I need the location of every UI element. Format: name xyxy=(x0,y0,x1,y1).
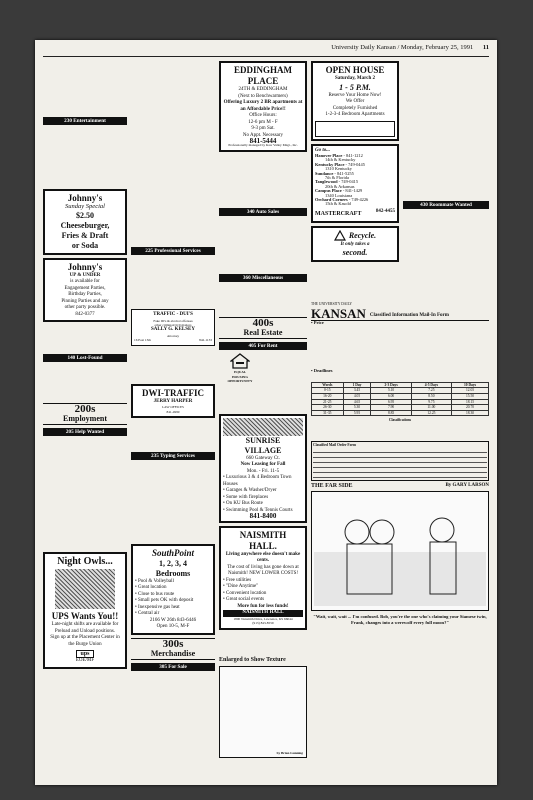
naismith-logo: NAISMITH HALL xyxy=(223,610,303,617)
ad-text: Completely Furnished xyxy=(332,105,378,111)
comic-title: Enlarged to Show Texture xyxy=(219,656,286,663)
ad-bullet: • On KU Bus Route xyxy=(223,501,263,507)
complex-name: Hanover Place xyxy=(315,153,343,158)
ad-title: PLACE xyxy=(247,76,279,86)
complex-phone: 749-0445 xyxy=(348,161,365,167)
ad-text: UP & UNDER xyxy=(69,272,101,278)
ad-phone: 841-4999 xyxy=(166,409,180,414)
ad-logo: SouthPoint xyxy=(151,547,195,558)
logo-text: OPPORTUNITY xyxy=(227,379,253,384)
rates-cell: 18.15 xyxy=(452,399,489,405)
form-section: Classifications xyxy=(388,418,412,423)
rates-header: 1 Day xyxy=(343,382,371,388)
open-house-ad xyxy=(311,61,399,141)
classified-text xyxy=(131,674,215,714)
classified-text xyxy=(263,353,307,411)
newspaper-page xyxy=(35,40,497,785)
naismith-hall-ad xyxy=(219,526,307,630)
rates-header: 4-5 Days xyxy=(411,382,451,388)
form-title: Classified Information Mail-In Form xyxy=(369,313,449,319)
ad-subtitle: UPS Wants You!! xyxy=(51,611,119,621)
comic-title: THE FAR SIDE xyxy=(311,482,353,489)
complex-item: Campus Place - 841-1429 1340 Louisiana xyxy=(315,189,395,198)
column-2 xyxy=(131,58,215,779)
ad-address: 660 Gateway Ct. xyxy=(246,455,280,461)
ad-text: Office Hours: xyxy=(249,113,277,118)
comic-byline: By GARY LARSON xyxy=(445,482,489,488)
traffic-ad xyxy=(131,309,215,346)
complexes-ad xyxy=(311,144,399,223)
rates-cell: 5.10 xyxy=(371,388,411,394)
ad-text: Professionally managed by Kaw Valley Mngt., Inc. xyxy=(228,143,298,148)
ad-bullet: • Swimming Pool & Tennis Courts xyxy=(223,507,293,513)
rates-cell: 0-15 xyxy=(312,388,344,394)
ad-bullet: • Great social events xyxy=(223,597,265,603)
rates-cell: 6.00 xyxy=(371,393,411,399)
rates-cell: 7.90 xyxy=(371,405,411,411)
section-label: Employment xyxy=(63,414,107,423)
real-estate-heading xyxy=(219,317,307,339)
classified-text xyxy=(219,155,307,205)
ad-name: JERRY HARPER xyxy=(153,398,193,404)
rates-cell: 4.65 xyxy=(343,399,371,405)
ad-name: SALLY G. KELSEY xyxy=(151,327,195,333)
ad-bullet: • "Dine Anytime" xyxy=(223,584,259,590)
rates-cell: 4.05 xyxy=(343,393,371,399)
ad-text: Now Leasing for Fall xyxy=(240,462,286,468)
rates-cell: 5.30 xyxy=(343,405,371,411)
ad-text: second. xyxy=(342,248,368,258)
section-heading: 305 For Sale xyxy=(131,663,215,671)
eddingham-ad xyxy=(219,61,307,152)
ad-bullet: • Luxurious 3 & 4 Bedroom Town Houses xyxy=(223,475,292,487)
ad-title: SUNRISE xyxy=(245,435,281,445)
classified-text xyxy=(43,325,127,351)
section-heading: 235 Typing Services xyxy=(131,452,215,460)
rates-cell: 12.25 xyxy=(411,410,451,416)
column-1 xyxy=(43,58,127,779)
ad-title: OPEN HOUSE xyxy=(325,65,385,75)
ad-text: Open 10-5, M-F xyxy=(156,624,190,630)
ad-text: More fun for less funds! xyxy=(237,603,289,609)
ad-text: Fries & Draft xyxy=(61,230,109,240)
ad-text: (Next to Benchwarmers) xyxy=(238,93,288,99)
classified-text xyxy=(43,365,127,401)
rates-table xyxy=(311,382,489,417)
form-field[interactable] xyxy=(313,464,487,468)
ad-text: EOE/MF xyxy=(75,658,95,664)
complex-name: Orchard Corners xyxy=(315,197,348,203)
section-heading: 405 For Rent xyxy=(219,342,307,350)
merchandise-heading xyxy=(131,638,215,660)
ad-text: 12-6 pm M - F xyxy=(248,119,278,125)
johnnys-sunday-ad xyxy=(43,189,127,255)
rates-cell: 9.75 xyxy=(411,399,451,405)
mastercraft-logo: MASTERCRAFT xyxy=(315,210,362,217)
form-field[interactable] xyxy=(313,469,487,473)
ad-title: Recycle. xyxy=(348,230,377,240)
form-title: Classified Mail Order Form xyxy=(313,442,356,447)
complex-phone: 841-5255 xyxy=(336,170,354,176)
ad-title: Night Owls... xyxy=(57,556,113,567)
sunrise-village-ad xyxy=(219,414,307,523)
comic-caption: "Wait, wait, wait ... I'm confused. Bob, you're the one who's claiming your Siamese twin, Frank, changes into a werewolf every full moon?" xyxy=(313,614,487,625)
rates-cell: 8.85 xyxy=(371,410,411,416)
ad-text: other criminal/civil matters xyxy=(154,322,192,327)
complex-phone: 841-1212 xyxy=(346,153,363,158)
ad-bullet: • Close to bus route xyxy=(135,591,175,597)
ad-address: 24TH & EDDINGHAM xyxy=(238,87,288,92)
ad-text: Engagement Parties, xyxy=(64,285,106,291)
logo-text: HOUSING xyxy=(231,374,248,379)
ad-text: 9-3 pm Sat. xyxy=(251,126,275,131)
ad-price: $2.50 xyxy=(76,210,94,220)
classified-text xyxy=(131,349,215,381)
house-icon xyxy=(230,353,250,369)
section-heading: 140 Lost-Found xyxy=(43,354,127,362)
classified-text xyxy=(403,212,489,298)
johnnys-party-ad xyxy=(43,258,127,323)
employment-heading xyxy=(43,403,127,425)
rates-cell: 20.70 xyxy=(452,405,489,411)
ad-text: or Soda xyxy=(71,240,99,250)
ad-text: Bedrooms xyxy=(155,568,191,578)
form-text xyxy=(311,325,489,369)
rates-cell: 11.00 xyxy=(411,405,451,411)
ad-bullet: • Convenient location xyxy=(223,590,267,596)
sunrise-logo-icon xyxy=(223,418,303,436)
section-heading: 230 Entertainment xyxy=(43,117,127,125)
complex-item: Sundance - 841-5255 7th & Florida xyxy=(315,172,395,181)
ad-bullet: • Inexpensive gas heat xyxy=(135,604,180,610)
rates-cell: 7.25 xyxy=(411,388,451,394)
form-section: • Deadlines xyxy=(311,368,333,374)
complex-address: 1340 Louisiana xyxy=(325,192,353,198)
page-header xyxy=(43,44,489,57)
rates-cell: 5.95 xyxy=(343,410,371,416)
section-number: 200s xyxy=(74,403,96,415)
complex-list xyxy=(315,154,395,207)
ad-bullet: • Central air xyxy=(135,611,160,617)
page-number: 11 xyxy=(482,44,489,51)
ad-text: LAW OFFICES xyxy=(162,405,184,410)
ad-text: No Appt. Necessary xyxy=(242,132,284,138)
rates-cell: 8.50 xyxy=(411,393,451,399)
kansan-classified-form xyxy=(311,302,489,625)
ad-text: Mon. - Fri. 11-5 xyxy=(246,468,280,474)
form-field[interactable] xyxy=(313,454,487,458)
ad-text: is available for xyxy=(70,279,100,284)
complex-item: Tanglewood - 749-0415 20th & Arkansas xyxy=(315,180,395,189)
logo-text: EQUAL xyxy=(233,370,247,375)
rates-header: 2-3 Days xyxy=(371,382,411,388)
complex-address: 20th & Arkansas xyxy=(325,183,355,189)
ad-time: 1 - 5 P.M. xyxy=(339,82,371,92)
ad-text: Reserve Your Home Now! xyxy=(328,92,382,98)
ups-ad xyxy=(43,552,127,669)
column-3 xyxy=(219,58,307,779)
ad-phone: 841-8400 xyxy=(249,512,277,521)
ad-text: Sign up at the Placement Center in the Burge Union xyxy=(50,635,120,647)
rates-cell: 31-35 xyxy=(312,410,344,416)
classified-text xyxy=(43,128,127,186)
classified-text xyxy=(219,633,307,657)
ad-title: TRAFFIC - DUI'S xyxy=(153,312,193,317)
ad-title: VILLAGE xyxy=(244,445,282,455)
rates-cell: 26-30 xyxy=(312,405,344,411)
rates-cell: 3.45 xyxy=(343,388,371,394)
ad-address: 2166 W 26th 843-6446 xyxy=(149,617,197,623)
ad-phone: 842-4455 xyxy=(375,208,395,214)
rates-cell: 15.50 xyxy=(452,393,489,399)
classified-text xyxy=(43,58,127,114)
ad-bullet: • Great location xyxy=(135,585,167,591)
classified-text xyxy=(131,421,215,449)
ad-phone: 842-1133 xyxy=(199,338,212,343)
dwi-ad xyxy=(131,384,215,418)
ad-text: Fake ID's & alcohol offenses xyxy=(153,318,193,323)
form-field[interactable] xyxy=(313,449,487,453)
ad-phone: 842-0377 xyxy=(75,311,95,317)
ad-title: Go to... xyxy=(315,147,330,153)
ad-text: 1, 2, 3, 4 xyxy=(159,558,187,568)
ad-text: Cheeseburger, xyxy=(60,220,110,230)
ad-phone: (913) 843-8559 xyxy=(252,621,274,626)
form-field[interactable] xyxy=(313,474,487,478)
ad-address: 1800 Naismith Drive, Lawrence, KS 66044 xyxy=(233,616,293,621)
ad-text: We Offer xyxy=(345,99,365,104)
complex-address: 14th & Kentucky xyxy=(325,157,356,163)
owl-icon xyxy=(55,569,115,609)
complex-address: 15th & Kasold xyxy=(325,201,351,207)
ad-title: Johnny's xyxy=(67,261,103,272)
ad-bullet: • Garages & Washer/Dryer xyxy=(223,488,277,494)
ad-text: Birthday Parties, xyxy=(68,292,102,297)
section-heading: 430 Roommate Wanted xyxy=(403,201,489,209)
ad-text: It only takes a xyxy=(340,241,370,247)
complex-item: Hanover Place - 841-1212 14th & Kentucky xyxy=(315,154,395,163)
form-text xyxy=(311,374,489,382)
ups-logo-icon: ups xyxy=(76,650,93,658)
rates-row xyxy=(312,410,489,416)
paper-title: University Daily Kansan / Monday, February 25, 1991 xyxy=(331,44,474,51)
rates-cell: 6.95 xyxy=(371,399,411,405)
complex-address: 1310 Kentucky xyxy=(325,166,352,172)
ad-text: Attorney xyxy=(166,333,180,338)
section-heading: 205 Help Wanted xyxy=(43,428,127,436)
ad-address: 16 East 13th xyxy=(134,338,151,343)
classified-text xyxy=(403,58,489,198)
mail-order-form xyxy=(311,441,489,481)
complex-name: Sundance xyxy=(315,170,334,176)
rates-cell: 18.30 xyxy=(452,410,489,416)
complex-name: Kentucky Place xyxy=(315,161,345,167)
ad-text: Living anywhere else doesn't make cents. xyxy=(225,551,301,564)
ad-text: Late-night shifts are available for Preload and Unload positions. xyxy=(51,622,119,634)
complex-name: Campus Place xyxy=(315,188,342,194)
far-side-cartoon xyxy=(311,491,489,611)
ad-text: Sunday Special xyxy=(65,203,105,210)
complex-item: Kentucky Place - 749-0445 1310 Kentucky xyxy=(315,163,395,172)
form-field[interactable] xyxy=(313,459,487,463)
section-heading: 225 Professional Services xyxy=(131,247,215,255)
complex-item: Orchard Corners - 749-4226 15th & Kasold xyxy=(315,198,395,207)
ad-text: Pinning Parties and any xyxy=(61,298,109,304)
ad-title: NAISMITH xyxy=(239,529,287,540)
ad-title: Johnny's xyxy=(67,193,103,203)
form-section: • Price xyxy=(311,319,324,325)
ad-title: HALL. xyxy=(249,540,277,551)
classified-text xyxy=(131,258,215,306)
ad-text: Offering Luxury 2 BR apartments at an Affordable Price!! xyxy=(223,100,303,112)
section-heading: 340 Auto Sales xyxy=(219,208,307,216)
rates-cell: 21-25 xyxy=(312,399,344,405)
equal-housing-logo xyxy=(219,353,261,411)
section-heading: 360 Miscellaneous xyxy=(219,274,307,282)
ad-text: The cost of living has gone down at Naismith! NEW LOWER COSTS! xyxy=(227,564,299,577)
comic-strip xyxy=(219,666,307,758)
section-label: Merchandise xyxy=(150,648,196,658)
complex-phone: 749-4226 xyxy=(351,197,369,203)
section-label: Real Estate xyxy=(243,327,283,337)
southpoint-ad xyxy=(131,544,215,635)
ad-text: 1-2-3-4 Bedroom Apartments xyxy=(325,112,385,117)
classified-text xyxy=(131,58,215,244)
ad-title: EDDINGHAM xyxy=(234,65,292,75)
amenities-box xyxy=(315,121,395,137)
ad-phone: 841-5444 xyxy=(249,137,277,145)
cartoon-drawing-icon xyxy=(312,492,488,608)
complex-phone: 841-1429 xyxy=(345,188,363,194)
complex-phone: 749-0415 xyxy=(341,179,359,185)
classified-text xyxy=(43,439,127,549)
ad-date: Saturday, March 2 xyxy=(334,76,376,81)
classified-text xyxy=(219,219,307,271)
complex-address: 7th & Florida xyxy=(325,175,349,181)
classification-list xyxy=(311,423,489,441)
ad-bullet: • Small pets OK with deposit xyxy=(135,598,194,604)
rates-cell: 12.05 xyxy=(452,388,489,394)
classified-text xyxy=(131,463,215,541)
kansan-masthead: KANSAN xyxy=(311,305,366,321)
ad-bullet: • Pool & Volleyball xyxy=(135,578,174,584)
complex-name: Tanglewood xyxy=(315,179,338,185)
section-number: 400s xyxy=(252,316,274,329)
masthead-small: THE UNIVERSITY DAILY xyxy=(311,302,353,306)
recycle-ad xyxy=(311,226,399,263)
ad-title: DWI-TRAFFIC xyxy=(142,387,204,398)
ad-bullet: • Some with fireplaces xyxy=(223,494,269,500)
ad-text: other party possible. xyxy=(64,305,106,310)
rates-header: 10 Days xyxy=(452,382,489,388)
rates-cell: 16-20 xyxy=(312,393,344,399)
recycle-icon xyxy=(334,230,346,242)
rates-header: Words xyxy=(312,382,344,388)
comic-byline: by Brian Gunning xyxy=(276,750,303,755)
classified-text xyxy=(219,285,307,315)
section-number: 300s xyxy=(162,637,184,650)
ad-bullet: • Free utilities xyxy=(223,577,252,583)
